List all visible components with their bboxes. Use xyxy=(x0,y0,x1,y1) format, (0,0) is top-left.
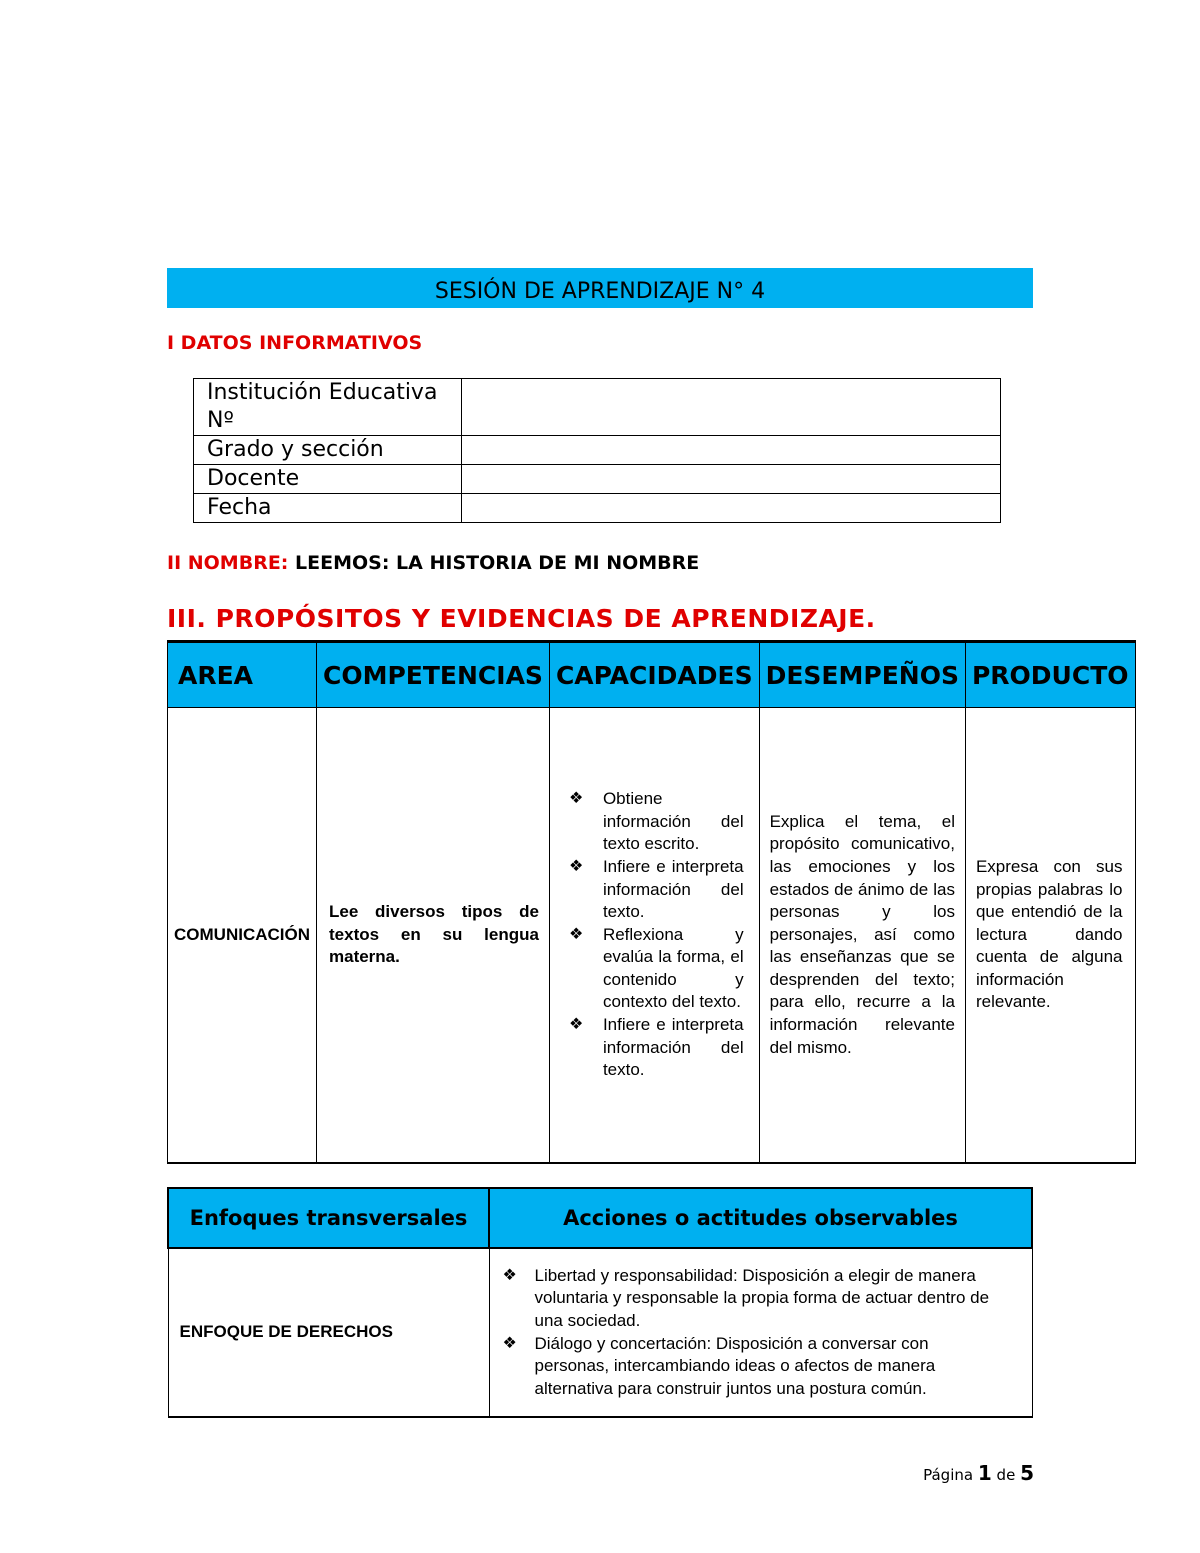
capacidades-list xyxy=(551,788,758,1082)
section-2-label: II NOMBRE: xyxy=(167,552,289,574)
list-item xyxy=(503,1265,1001,1333)
info-value xyxy=(462,465,1001,494)
capacidad-text: Infiere e interpreta información del texto. xyxy=(602,1015,744,1080)
list-item xyxy=(569,924,744,1014)
enfoques-table xyxy=(167,1187,1033,1418)
of-word: de xyxy=(996,1466,1016,1484)
area-cell: COMUNICACIÓN xyxy=(168,708,317,1164)
header-competencias: COMPETENCIAS xyxy=(317,642,550,708)
page-total: 5 xyxy=(1020,1461,1034,1485)
info-table xyxy=(193,378,1001,523)
table-row xyxy=(194,494,1001,523)
capacidades-cell xyxy=(549,708,759,1164)
info-value xyxy=(462,379,1001,436)
enfoque-cell: ENFOQUE DE DERECHOS xyxy=(168,1248,489,1417)
diamond-bullet-icon: ❖ xyxy=(568,925,584,943)
header-desempenos: DESEMPEÑOS xyxy=(759,642,965,708)
info-label: Institución Educativa Nº xyxy=(194,379,462,436)
capacidad-text: Infiere e interpreta información del texto. xyxy=(602,856,744,922)
info-value xyxy=(462,494,1001,523)
section-3-heading: III. PROPÓSITOS Y EVIDENCIAS DE APRENDIZAJE. xyxy=(167,604,876,633)
accion-text: Libertad y responsabilidad: Disposición a elegir de manera voluntaria y responsable la propia forma de actuar dentro de una sociedad. xyxy=(534,1265,990,1330)
header-enfoques: Enfoques transversales xyxy=(168,1188,489,1248)
diamond-bullet-icon: ❖ xyxy=(568,857,584,875)
header-area: AREA xyxy=(168,642,317,708)
list-item xyxy=(569,1014,744,1082)
section-1-heading: I DATOS INFORMATIVOS xyxy=(167,332,423,354)
diamond-bullet-icon: ❖ xyxy=(502,1334,517,1352)
capacidad-text: Obtiene información del texto escrito. xyxy=(602,789,744,854)
acciones-cell xyxy=(489,1248,1032,1417)
producto-cell: Expresa con sus propias palabras lo que entendió de la lectura dando cuenta de alguna información relevante. xyxy=(965,708,1135,1164)
diamond-bullet-icon: ❖ xyxy=(568,790,584,808)
desempeno-cell: Explica el tema, el propósito comunicativo, las emociones y los estados de ánimo de las personas y los personajes, así como las enseñanzas que se desprenden del texto; para ello, recurre a la información relevante del mismo. xyxy=(759,708,965,1164)
info-value xyxy=(462,436,1001,465)
purposes-table xyxy=(167,640,1136,1164)
list-item xyxy=(569,788,744,856)
page-number: 1 xyxy=(977,1461,992,1485)
header-producto: PRODUCTO xyxy=(965,642,1135,708)
list-item xyxy=(569,856,744,924)
table-row xyxy=(194,465,1001,494)
diamond-bullet-icon: ❖ xyxy=(568,1016,584,1034)
list-item xyxy=(503,1333,1001,1401)
table-header-row xyxy=(168,1188,1032,1248)
section-2-name xyxy=(167,552,699,574)
table-row xyxy=(194,379,1001,436)
competencia-cell: Lee diversos tipos de textos en su lengua materna. xyxy=(317,708,550,1164)
header-acciones: Acciones o actitudes observables xyxy=(489,1188,1032,1248)
acciones-list xyxy=(491,1265,1031,1401)
table-header-row xyxy=(168,642,1136,708)
diamond-bullet-icon: ❖ xyxy=(502,1266,517,1284)
capacidad-text: Reflexiona y evalúa la forma, el contenido y contexto del texto. xyxy=(602,924,744,1012)
table-row xyxy=(168,708,1136,1164)
info-label: Fecha xyxy=(194,494,462,523)
info-label: Docente xyxy=(194,465,462,494)
table-row xyxy=(168,1248,1032,1417)
info-label: Grado y sección xyxy=(194,436,462,465)
header-capacidades: CAPACIDADES xyxy=(549,642,759,708)
page-word: Página xyxy=(923,1466,974,1484)
table-row xyxy=(194,436,1001,465)
section-2-value: LEEMOS: LA HISTORIA DE MI NOMBRE xyxy=(295,552,700,574)
accion-text: Diálogo y concertación: Disposición a conversar con personas, intercambiando ideas o afectos de manera alternativa para construir juntos una postura común. xyxy=(534,1333,936,1398)
page-footer xyxy=(923,1461,1034,1485)
session-title: SESIÓN DE APRENDIZAJE N° 4 xyxy=(167,268,1033,308)
